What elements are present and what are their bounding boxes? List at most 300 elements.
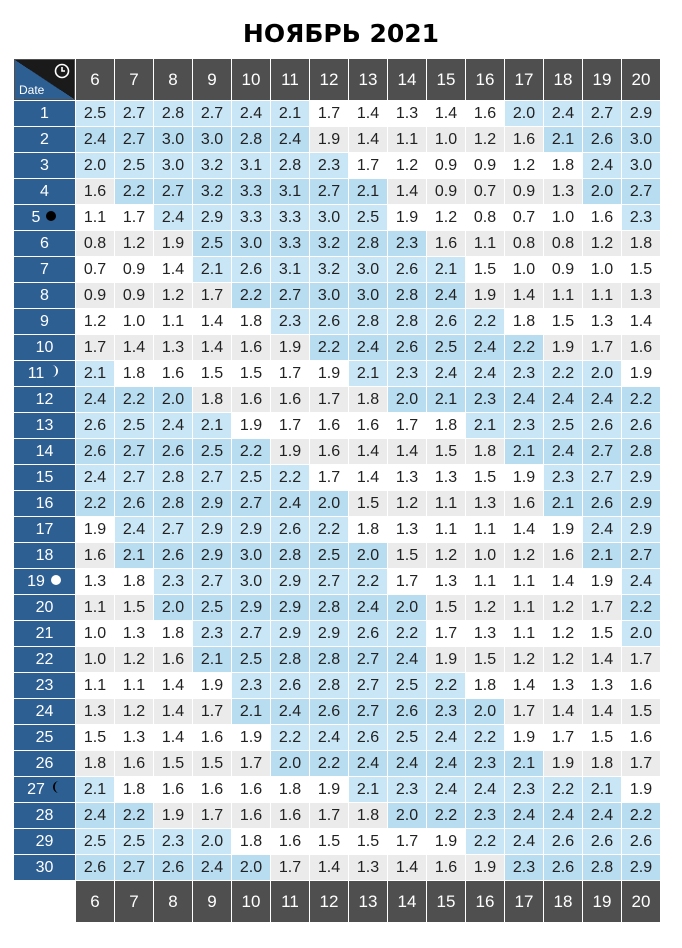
date-cell-22 <box>14 647 75 672</box>
value-cell: 1.5 <box>232 361 270 386</box>
table-row <box>14 516 660 542</box>
table-row <box>14 776 660 802</box>
date-label: 21 <box>35 624 54 642</box>
value-cell: 2.6 <box>271 673 309 698</box>
value-cell: 2.5 <box>115 413 153 438</box>
table-row <box>14 438 660 464</box>
date-label: 8 <box>40 286 49 304</box>
value-cell: 1.6 <box>622 335 660 360</box>
value-cell: 1.6 <box>583 205 621 230</box>
value-cell: 2.4 <box>76 127 114 152</box>
date-cell-4 <box>14 179 75 204</box>
value-cell: 1.0 <box>466 543 504 568</box>
value-cell: 2.1 <box>505 751 543 776</box>
date-label: 9 <box>40 312 49 330</box>
value-cell: 1.0 <box>427 127 465 152</box>
value-cell: 1.1 <box>583 283 621 308</box>
footer-hour-15: 15 <box>427 881 465 922</box>
footer-hour-7: 7 <box>115 881 153 922</box>
value-cell: 2.6 <box>583 491 621 516</box>
value-cell: 1.4 <box>349 127 387 152</box>
value-cell: 2.2 <box>466 309 504 334</box>
footer-hour-19: 19 <box>583 881 621 922</box>
value-cell: 2.6 <box>154 855 192 880</box>
value-cell: 3.2 <box>310 257 348 282</box>
value-cell: 1.9 <box>466 283 504 308</box>
value-cell: 2.4 <box>544 387 582 412</box>
table-row <box>14 750 660 776</box>
value-cell: 1.4 <box>310 855 348 880</box>
value-cell: 2.7 <box>193 101 231 126</box>
value-cell: 1.4 <box>583 699 621 724</box>
value-cell: 1.2 <box>388 153 426 178</box>
value-cell: 1.7 <box>388 569 426 594</box>
value-cell: 2.2 <box>427 673 465 698</box>
value-cell: 1.5 <box>466 647 504 672</box>
value-cell: 3.0 <box>154 127 192 152</box>
value-cell: 2.5 <box>544 413 582 438</box>
date-cell-13 <box>14 413 75 438</box>
value-cell: 2.9 <box>232 595 270 620</box>
date-cell-25 <box>14 725 75 750</box>
value-cell: 2.1 <box>427 387 465 412</box>
value-cell: 1.8 <box>622 231 660 256</box>
header-hour-8: 8 <box>154 59 192 100</box>
value-cell: 2.6 <box>544 855 582 880</box>
value-cell: 2.1 <box>583 777 621 802</box>
value-cell: 1.9 <box>544 517 582 542</box>
value-cell: 2.3 <box>388 361 426 386</box>
value-cell: 0.8 <box>466 205 504 230</box>
value-cell: 3.2 <box>193 179 231 204</box>
footer-hour-9: 9 <box>193 881 231 922</box>
value-cell: 2.2 <box>388 621 426 646</box>
value-cell: 2.2 <box>544 361 582 386</box>
table-row <box>14 178 660 204</box>
value-cell: 1.9 <box>154 803 192 828</box>
value-cell: 0.9 <box>466 153 504 178</box>
value-cell: 1.9 <box>427 829 465 854</box>
value-cell: 2.0 <box>583 361 621 386</box>
value-cell: 1.9 <box>622 361 660 386</box>
value-cell: 2.3 <box>505 777 543 802</box>
value-cell: 1.0 <box>505 257 543 282</box>
footer-hour-16: 16 <box>466 881 504 922</box>
value-cell: 2.8 <box>349 309 387 334</box>
table-row <box>14 386 660 412</box>
value-cell: 3.2 <box>310 231 348 256</box>
footer-hour-13: 13 <box>349 881 387 922</box>
value-cell: 2.4 <box>427 283 465 308</box>
header-hour-19: 19 <box>583 59 621 100</box>
value-cell: 1.4 <box>154 725 192 750</box>
value-cell: 2.5 <box>349 205 387 230</box>
value-cell: 2.5 <box>76 101 114 126</box>
value-cell: 1.6 <box>427 231 465 256</box>
value-cell: 2.4 <box>154 413 192 438</box>
value-cell: 2.5 <box>193 231 231 256</box>
value-cell: 2.6 <box>622 413 660 438</box>
value-cell: 2.7 <box>154 179 192 204</box>
value-cell: 0.8 <box>76 231 114 256</box>
value-cell: 2.3 <box>271 309 309 334</box>
value-cell: 2.5 <box>388 673 426 698</box>
value-cell: 1.5 <box>388 543 426 568</box>
value-cell: 2.7 <box>622 543 660 568</box>
date-label: 17 <box>35 520 54 538</box>
date-label: 19 <box>27 572 45 590</box>
value-cell: 1.7 <box>388 829 426 854</box>
date-label: 26 <box>35 754 54 772</box>
table-row <box>14 412 660 438</box>
new-moon-icon <box>45 209 57 227</box>
value-cell: 1.8 <box>193 387 231 412</box>
date-cell-24 <box>14 699 75 724</box>
value-cell: 2.4 <box>76 387 114 412</box>
header-hour-16: 16 <box>466 59 504 100</box>
value-cell: 2.3 <box>505 855 543 880</box>
value-cell: 2.4 <box>271 699 309 724</box>
value-cell: 2.7 <box>193 465 231 490</box>
value-cell: 2.0 <box>193 829 231 854</box>
value-cell: 2.1 <box>193 257 231 282</box>
value-cell: 2.2 <box>271 725 309 750</box>
value-cell: 1.4 <box>388 439 426 464</box>
value-cell: 2.6 <box>349 621 387 646</box>
value-cell: 1.6 <box>232 335 270 360</box>
header-hour-12: 12 <box>310 59 348 100</box>
table-row <box>14 594 660 620</box>
value-cell: 1.6 <box>622 673 660 698</box>
value-cell: 1.2 <box>388 491 426 516</box>
value-cell: 0.9 <box>76 283 114 308</box>
table-row <box>14 230 660 256</box>
date-cell-23 <box>14 673 75 698</box>
value-cell: 2.4 <box>622 569 660 594</box>
date-label: 2 <box>40 130 49 148</box>
date-cell-26 <box>14 751 75 776</box>
value-cell: 1.7 <box>232 751 270 776</box>
value-cell: 1.7 <box>310 101 348 126</box>
date-cell-5 <box>14 205 75 230</box>
value-cell: 1.7 <box>310 387 348 412</box>
value-cell: 2.0 <box>388 595 426 620</box>
value-cell: 2.8 <box>388 283 426 308</box>
value-cell: 1.9 <box>154 231 192 256</box>
date-cell-20 <box>14 595 75 620</box>
table-row <box>14 724 660 750</box>
value-cell: 2.1 <box>232 699 270 724</box>
header-row <box>14 59 660 100</box>
value-cell: 1.1 <box>388 127 426 152</box>
value-cell: 2.6 <box>76 439 114 464</box>
value-cell: 2.0 <box>388 803 426 828</box>
value-cell: 1.0 <box>76 621 114 646</box>
date-label: 29 <box>35 832 54 850</box>
value-cell: 2.5 <box>388 725 426 750</box>
value-cell: 1.6 <box>271 387 309 412</box>
value-cell: 3.3 <box>271 205 309 230</box>
value-cell: 2.7 <box>271 283 309 308</box>
value-cell: 1.5 <box>583 725 621 750</box>
date-cell-16 <box>14 491 75 516</box>
value-cell: 2.5 <box>115 829 153 854</box>
table-row <box>14 126 660 152</box>
value-cell: 2.2 <box>271 465 309 490</box>
value-cell: 2.9 <box>271 569 309 594</box>
value-cell: 1.5 <box>115 595 153 620</box>
value-cell: 1.9 <box>427 647 465 672</box>
value-cell: 1.5 <box>466 465 504 490</box>
value-cell: 1.6 <box>154 777 192 802</box>
value-cell: 2.9 <box>193 205 231 230</box>
value-cell: 2.2 <box>115 803 153 828</box>
value-cell: 3.2 <box>193 153 231 178</box>
page-title: НОЯБРЬ 2021 <box>242 19 440 48</box>
date-label: 24 <box>35 702 54 720</box>
value-cell: 1.8 <box>115 361 153 386</box>
value-cell: 1.9 <box>310 361 348 386</box>
footer-hour-20: 20 <box>622 881 660 922</box>
date-cell-17 <box>14 517 75 542</box>
table-row <box>14 646 660 672</box>
value-cell: 2.9 <box>193 543 231 568</box>
footer-row <box>14 881 660 922</box>
value-cell: 1.7 <box>583 335 621 360</box>
value-cell: 2.2 <box>466 829 504 854</box>
value-cell: 1.3 <box>544 179 582 204</box>
value-cell: 1.6 <box>310 439 348 464</box>
value-cell: 1.3 <box>388 465 426 490</box>
value-cell: 1.9 <box>583 569 621 594</box>
date-label: 12 <box>35 390 54 408</box>
value-cell: 1.1 <box>466 231 504 256</box>
value-cell: 2.7 <box>310 569 348 594</box>
value-cell: 1.7 <box>271 361 309 386</box>
date-cell-9 <box>14 309 75 334</box>
value-cell: 2.0 <box>76 153 114 178</box>
value-cell: 0.9 <box>115 283 153 308</box>
value-cell: 1.3 <box>427 569 465 594</box>
value-cell: 1.7 <box>115 205 153 230</box>
value-cell: 1.9 <box>505 465 543 490</box>
value-cell: 2.7 <box>115 465 153 490</box>
value-cell: 1.9 <box>193 673 231 698</box>
value-cell: 2.8 <box>271 543 309 568</box>
value-cell: 1.5 <box>193 361 231 386</box>
value-cell: 3.1 <box>271 179 309 204</box>
value-cell: 2.9 <box>271 621 309 646</box>
value-cell: 1.7 <box>505 699 543 724</box>
value-cell: 1.8 <box>466 673 504 698</box>
value-cell: 1.9 <box>271 335 309 360</box>
value-cell: 2.9 <box>271 595 309 620</box>
footer-hour-12: 12 <box>310 881 348 922</box>
value-cell: 2.8 <box>349 231 387 256</box>
value-cell: 1.9 <box>544 335 582 360</box>
value-cell: 1.8 <box>271 777 309 802</box>
value-cell: 2.3 <box>544 465 582 490</box>
value-cell: 2.7 <box>232 491 270 516</box>
value-cell: 1.9 <box>271 439 309 464</box>
value-cell: 2.8 <box>154 101 192 126</box>
value-cell: 2.1 <box>505 439 543 464</box>
value-cell: 1.2 <box>505 647 543 672</box>
value-cell: 1.1 <box>76 595 114 620</box>
table-row <box>14 100 660 126</box>
value-cell: 2.3 <box>622 205 660 230</box>
value-cell: 2.2 <box>232 439 270 464</box>
value-cell: 1.8 <box>349 803 387 828</box>
value-cell: 2.5 <box>427 335 465 360</box>
value-cell: 1.7 <box>193 283 231 308</box>
table-row <box>14 464 660 490</box>
value-cell: 2.4 <box>193 855 231 880</box>
value-cell: 2.2 <box>466 725 504 750</box>
date-cell-10 <box>14 335 75 360</box>
date-label: 7 <box>40 260 49 278</box>
table-row <box>14 542 660 568</box>
value-cell: 2.4 <box>505 829 543 854</box>
value-cell: 2.0 <box>271 751 309 776</box>
footer-hour-8: 8 <box>154 881 192 922</box>
value-cell: 1.4 <box>154 257 192 282</box>
value-cell: 1.1 <box>115 673 153 698</box>
header-hour-6: 6 <box>76 59 114 100</box>
value-cell: 0.7 <box>505 205 543 230</box>
value-cell: 1.3 <box>466 621 504 646</box>
value-cell: 1.6 <box>154 647 192 672</box>
value-cell: 2.0 <box>466 699 504 724</box>
value-cell: 2.4 <box>271 127 309 152</box>
value-cell: 1.6 <box>505 127 543 152</box>
value-cell: 3.0 <box>232 543 270 568</box>
date-cell-11 <box>14 361 75 386</box>
value-cell: 2.9 <box>310 621 348 646</box>
header-hour-11: 11 <box>271 59 309 100</box>
date-cell-29 <box>14 829 75 854</box>
value-cell: 1.8 <box>115 569 153 594</box>
value-cell: 2.1 <box>544 127 582 152</box>
value-cell: 3.0 <box>349 283 387 308</box>
date-cell-7 <box>14 257 75 282</box>
value-cell: 3.0 <box>622 127 660 152</box>
value-cell: 2.4 <box>349 751 387 776</box>
value-cell: 2.3 <box>466 751 504 776</box>
date-cell-28 <box>14 803 75 828</box>
value-cell: 2.0 <box>583 179 621 204</box>
value-cell: 2.7 <box>622 179 660 204</box>
value-cell: 1.2 <box>115 231 153 256</box>
value-cell: 2.1 <box>544 491 582 516</box>
value-cell: 1.3 <box>466 491 504 516</box>
value-cell: 1.4 <box>583 647 621 672</box>
value-cell: 2.0 <box>505 101 543 126</box>
value-cell: 2.7 <box>583 465 621 490</box>
value-cell: 2.4 <box>154 205 192 230</box>
table-row <box>14 256 660 282</box>
value-cell: 1.4 <box>154 699 192 724</box>
value-cell: 2.7 <box>154 517 192 542</box>
value-cell: 1.6 <box>115 751 153 776</box>
value-cell: 2.9 <box>193 517 231 542</box>
value-cell: 2.4 <box>388 751 426 776</box>
value-cell: 1.7 <box>76 335 114 360</box>
value-cell: 1.4 <box>388 179 426 204</box>
value-cell: 2.6 <box>310 699 348 724</box>
value-cell: 1.6 <box>76 179 114 204</box>
value-cell: 1.2 <box>544 595 582 620</box>
value-cell: 1.6 <box>76 543 114 568</box>
date-label: 27 <box>27 780 45 798</box>
value-cell: 0.8 <box>505 231 543 256</box>
value-cell: 1.9 <box>76 517 114 542</box>
value-cell: 3.0 <box>193 127 231 152</box>
value-cell: 2.0 <box>349 543 387 568</box>
value-cell: 2.2 <box>505 335 543 360</box>
value-cell: 2.7 <box>583 101 621 126</box>
value-cell: 1.6 <box>271 803 309 828</box>
date-cell-21 <box>14 621 75 646</box>
value-cell: 1.7 <box>271 413 309 438</box>
value-cell: 2.2 <box>427 803 465 828</box>
value-cell: 1.6 <box>349 413 387 438</box>
value-cell: 1.5 <box>310 829 348 854</box>
value-cell: 1.9 <box>544 751 582 776</box>
value-cell: 2.5 <box>76 829 114 854</box>
value-cell: 2.3 <box>310 153 348 178</box>
value-cell: 2.4 <box>466 335 504 360</box>
value-cell: 2.6 <box>622 829 660 854</box>
value-cell: 2.8 <box>310 647 348 672</box>
value-cell: 1.2 <box>466 595 504 620</box>
value-cell: 1.6 <box>427 855 465 880</box>
value-cell: 2.9 <box>622 517 660 542</box>
value-cell: 0.8 <box>544 231 582 256</box>
value-cell: 2.3 <box>466 803 504 828</box>
footer-hour-11: 11 <box>271 881 309 922</box>
value-cell: 1.5 <box>427 439 465 464</box>
value-cell: 2.7 <box>232 621 270 646</box>
value-cell: 1.0 <box>544 205 582 230</box>
date-cell-18 <box>14 543 75 568</box>
value-cell: 2.3 <box>505 361 543 386</box>
value-cell: 2.4 <box>466 361 504 386</box>
header-hour-15: 15 <box>427 59 465 100</box>
value-cell: 2.2 <box>232 283 270 308</box>
value-cell: 2.7 <box>349 647 387 672</box>
value-cell: 1.0 <box>115 309 153 334</box>
value-cell: 1.5 <box>427 595 465 620</box>
value-cell: 1.2 <box>115 647 153 672</box>
value-cell: 2.5 <box>115 153 153 178</box>
value-cell: 1.9 <box>232 725 270 750</box>
value-cell: 2.7 <box>193 569 231 594</box>
date-cell-1 <box>14 101 75 126</box>
value-cell: 2.5 <box>193 595 231 620</box>
date-label: 14 <box>35 442 54 460</box>
value-cell: 1.4 <box>349 101 387 126</box>
value-cell: 0.9 <box>544 257 582 282</box>
value-cell: 1.4 <box>193 335 231 360</box>
value-cell: 1.5 <box>466 257 504 282</box>
value-cell: 2.2 <box>622 803 660 828</box>
value-cell: 2.6 <box>427 309 465 334</box>
value-cell: 2.4 <box>583 517 621 542</box>
value-cell: 1.4 <box>115 335 153 360</box>
value-cell: 1.5 <box>349 829 387 854</box>
value-cell: 2.4 <box>466 777 504 802</box>
